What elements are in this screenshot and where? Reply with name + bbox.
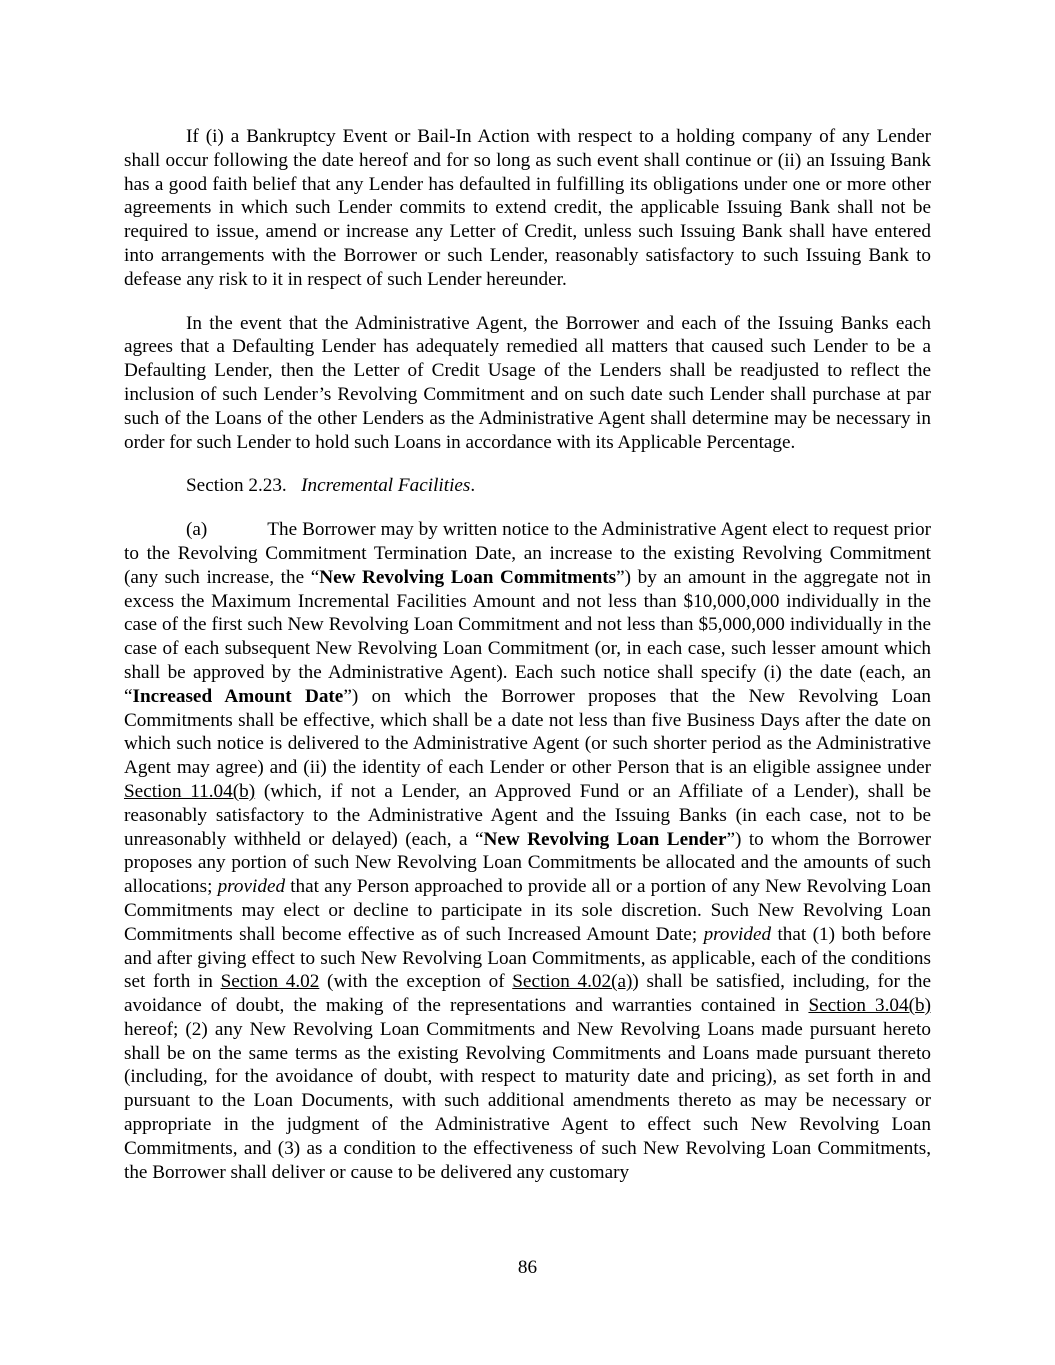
section-reference-4-02: Section 4.02 xyxy=(220,971,320,993)
section-title-period: . xyxy=(470,475,476,497)
section-title: Incremental Facilities xyxy=(301,475,471,497)
defined-term-new-revolving-loan-lender: New Revolving Loan Lender xyxy=(483,828,727,850)
section-heading xyxy=(124,474,931,498)
proviso-provided: provided xyxy=(217,876,286,898)
document-page xyxy=(124,125,931,1204)
subsection-label: (a) xyxy=(186,519,208,541)
paragraph-defaulting-lender-remedy: In the event that the Administrative Agent, the Borrower and each of the Issuing Banks each agrees that a Defaulting Lender has adequately remedied all matters that caused such Lender to be a Defaulting Lender, then the Letter of Credit Usage of the Lenders shall be readjusted to reflect the inclusion of such Lender’s Revolving Commitment and on such date such Lender shall purchase at par such of the Loans of the other Lenders as the Administrative Agent shall determine may be necessary in order for such Lender to hold such Loans in accordance with its Applicable Percentage. xyxy=(124,312,931,453)
section-reference-3-04-b: Section 3.04(b) xyxy=(808,995,931,1017)
subsection-a-paragraph: (a) The Borrower may by written notice to the Administrative Agent elect to request prior to the Revolving Commitment Termination Date, an increase to the existing Revolving Commitment (any such increase, the “New Revolving Loan Commitments”) by an amount in the aggregate not in excess the Maximum Incremental Facilities Amount and not less than $10,000,000 individually in the case of the first such New Revolving Loan Commitment and not less than $5,000,000 individually in the case of each subsequent New Revolving Loan Commitment (or, in each case, such lesser amount which shall be approved by the Administrative Agent). Each such notice shall specify (i) the date (each, an “Increased Amount Date”) on which the Borrower proposes that the New Revolving Loan Commitments shall be effective, which shall be a date not less than five Business Days after the date on which such notice is delivered to the Administrative Agent (or such shorter period as the Administrative Agent may agree) and (ii) the identity of each Lender or other Person that is an eligible assignee under Section 11.04(b) (which, if not a Lender, an Approved Fund or an Affiliate of a Lender), shall be reasonably satisfactory to the Administrative Agent and the Issuing Banks (in each case, not to be unreasonably withheld or delayed) (each, a “New Revolving Loan Lender”) to whom the Borrower proposes any portion of such New Revolving Loan Commitments be allocated and the amounts of such allocations; provided that any Person approached to provide all or a portion of any New Revolving Loan Commitments may elect or decline to participate in its sole discretion. Such New Revolving Loan Commitments shall become effective as of such Increased Amount Date; provided that (1) both before and after giving effect to such New Revolving Loan Commitments, as applicable, each of the conditions set forth in Section 4.02 (with the exception of Section 4.02(a)) shall be satisfied, including, for the avoidance of doubt, the making of the representations and warranties contained in Section 3.04(b) hereof; (2) any New Revolving Loan Commitments and New Revolving Loans made pursuant hereto shall be on the same terms as the existing Revolving Commitments and Loans made pursuant thereto (including, for the avoidance of doubt, with respect to maturity date and pricing), as set forth in and pursuant to the Loan Documents, with such additional amendments thereto as may be necessary or appropriate in the judgment of the Administrative Agent to effect such New Revolving Loan Commitments, and (3) as a condition to the effectiveness of such New Revolving Loan Commitments, the Borrower shall deliver or cause to be delivered any customary xyxy=(124,519,931,1183)
section-reference-4-02-a: Section 4.02(a) xyxy=(512,971,633,993)
paragraph-issuing-bank-risk: If (i) a Bankruptcy Event or Bail-In Action with respect to a holding company of any Lender shall occur following the date hereof and for so long as such event shall continue or (ii) an Issuing Bank has a good faith belief that any Lender has defaulted in fulfilling its obligations under one or more other agreements in which such Lender commits to extend credit, the applicable Issuing Bank shall not be required to issue, amend or increase any Letter of Credit, unless such Issuing Bank shall have entered into arrangements with the Borrower or such Lender, reasonably satisfactory to such Issuing Bank to defease any risk to it in respect of such Lender hereunder. xyxy=(124,126,931,290)
defined-term-new-revolving-loan-commitments: New Revolving Loan Commitments xyxy=(319,566,617,588)
page-number: 86 xyxy=(517,1257,538,1278)
section-number: Section 2.23. xyxy=(186,475,287,497)
defined-term-increased-amount-date: Increased Amount Date xyxy=(132,685,344,707)
section-reference-11-04-b: Section 11.04(b) xyxy=(124,780,256,802)
proviso-provided: provided xyxy=(703,923,772,945)
